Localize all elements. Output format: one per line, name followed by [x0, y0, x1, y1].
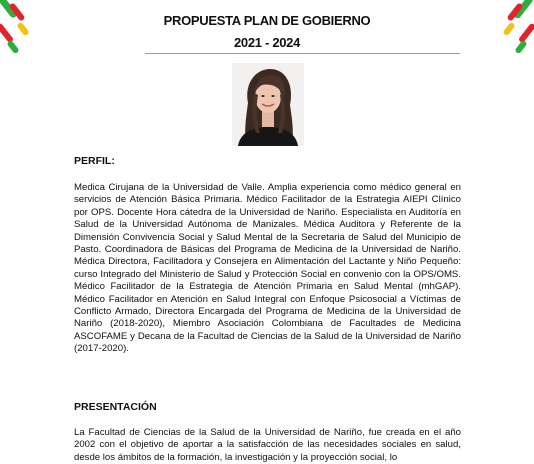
confetti-decoration-right	[494, 0, 534, 60]
perfil-paragraph: Medica Cirujana de la Universidad de Valle. Amplia experiencia como médico general en servicios de Atención Básica Primaria. Médico Facilitador de la Estrategia AIEPI Clínico por OPS. Docente Hora cátedra de la Universidad de Nariño. Especialista en Auditoría en Salud de la Universidad Autónoma de Manizales. Médica Auditora y Referente de la Dimensión Convivencia Social y Salud Mental de la Secretaria de Salud del Municipio de Pasto. Coordinadora de Básicas del Programa de Medicina de la Universidad de Nariño. Médica Directora, Facilitadora y Consejera en Alimentación del Lactante y Niño Pequeño: curso Integrado del Ministerio de Salud y Protección Social en convenio con la OPS/OMS. Médico Facilitador de la Estrategia de Atención Primaria en Salud Mental (mhGAP). Médico Facilitador en Atención en Salud Integral con Enfoque Psicosocial a Víctimas de Conflicto Armado, Directora Encargada del Programa de Medicina de la Universidad de Nariño (2018-2020), Miembro Asociación Colombiana de Facultades de Medicina ASCOFAME y Decana de la Facultad de Ciencias de la Salud de la Universidad de Nariño (2017-2020).	[74, 182, 461, 355]
section-heading-perfil: PERFIL:	[74, 155, 115, 167]
section-heading-presentacion: PRESENTACIÓN	[74, 401, 157, 413]
title-divider	[145, 53, 460, 54]
portrait-photo	[232, 63, 304, 146]
document-period: 2021 - 2024	[233, 35, 301, 50]
presentacion-paragraph: La Facultad de Ciencias de la Salud de la Universidad de Nariño, fue creada en el año 2002 con el objetivo de aportar a la satisfacción de las necesidades sociales en salud, desde los ámbitos de la formación, la investigación y la proyección social, lo	[74, 427, 461, 463]
confetti-decoration-left	[0, 0, 40, 60]
document-title: PROPUESTA PLAN DE GOBIERNO	[163, 13, 371, 28]
